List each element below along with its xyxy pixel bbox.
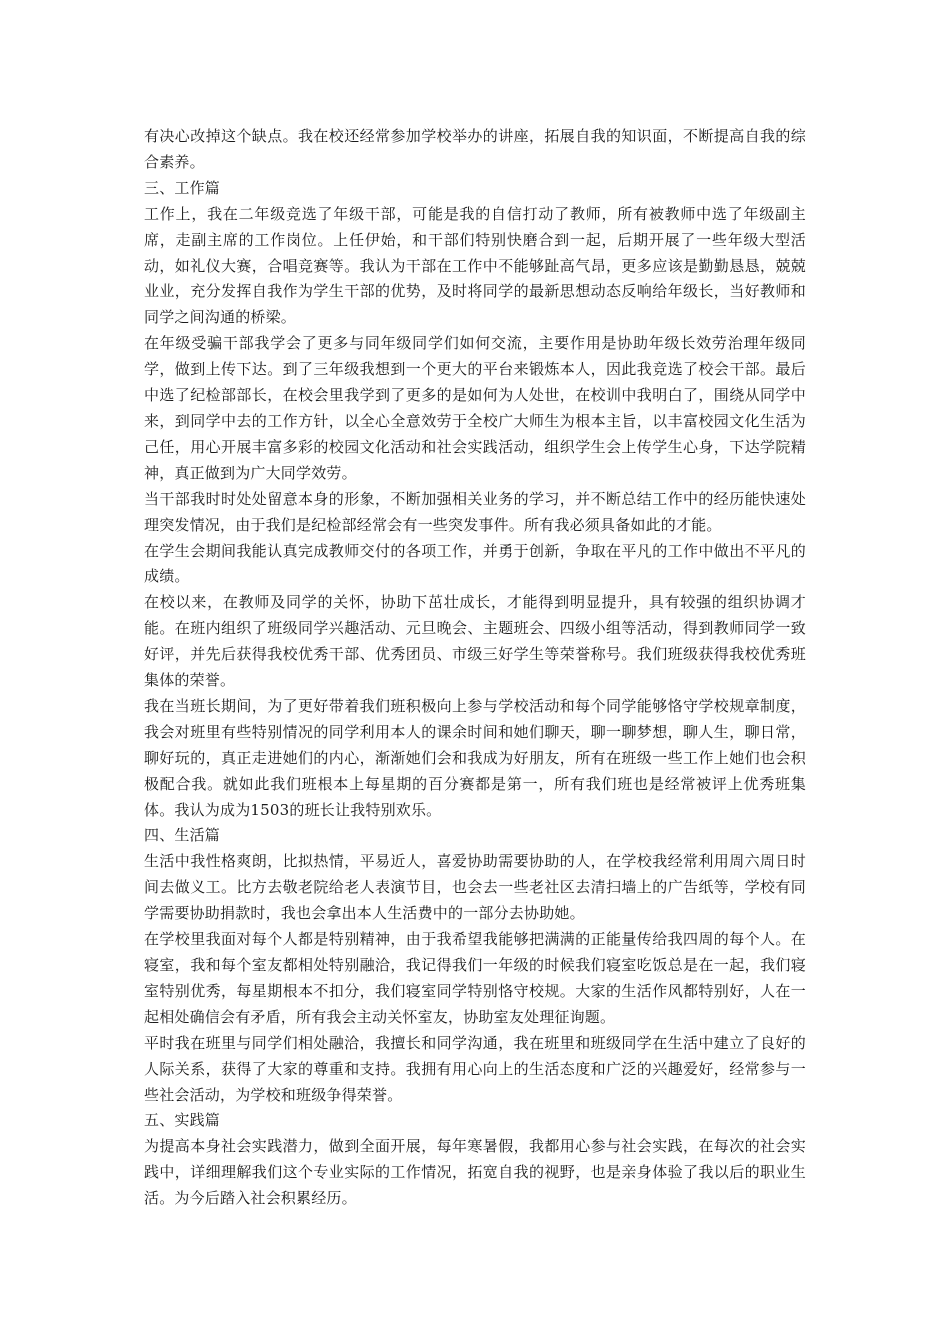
paragraph: 为提高本身社会实践潜力，做到全面开展，每年寒暑假，我都用心参与社会实践，在每次的社会实践中，详细理解我们这个专业实际的工作情况，拓宽自我的视野，也是亲身体验了我以后的职业生活。为今后踏入社会积累经历。 [144, 1137, 806, 1208]
paragraph: 在学校里我面对每个人都是特别精神，由于我希望我能够把满满的正能量传给我四周的每个人。在寝室，我和每个室友都相处特别融洽，我记得我们一年级的时候我们寝室吃饭总是在一起，我们寝室特别优秀，每星期根本不扣分，我们寝室同学特别恪守校规。大家的生活作风都特别好，人在一起相处确信会有矛盾，所有我会主动关怀室友，协助室友处理征询题。 [144, 930, 806, 1026]
paragraph: 在学生会期间我能认真完成教师交付的各项工作，并勇于创新，争取在平凡的工作中做出不平凡的成绩。 [144, 541, 806, 586]
paragraph: 当干部我时时处处留意本身的形象，不断加强相关业务的学习，并不断总结工作中的经历能快速处理突发情况，由于我们是纪检部经常会有一些突发事件。所有我必须具备如此的才能。 [144, 489, 806, 534]
paragraph: 工作上，我在二年级竞选了年级干部，可能是我的自信打动了教师，所有被教师中选了年级副主席，走副主席的工作岗位。上任伊始，和干部们特别快磨合到一起，后期开展了一些年级大型活动，如礼仪大赛，合唱竞赛等。我认为干部在工作中不能够趾高气昂，更多应该是勤勤恳恳，兢兢业业，充分发挥自我作为学生干部的优势，及时将同学的最新思想动态反响给年级长，当好教师和同学之间沟通的桥梁。 [144, 204, 806, 327]
document-body [144, 124, 806, 1212]
paragraph: 生活中我性格爽朗，比拟热情，平易近人，喜爱协助需要协助的人，在学校我经常利用周六周日时间去做义工。比方去敬老院给老人表演节目，也会去一些老社区去清扫墙上的广告纸等，学校有同学需要协助捐款时，我也会拿出本人生活费中的一部分去协助她。 [144, 852, 806, 923]
paragraph: 在校以来，在教师及同学的关怀，协助下茁壮成长，才能得到明显提升，具有较强的组织协调才能。在班内组织了班级同学兴趣活动、元旦晚会、主题班会、四级小组等活动，得到教师同学一致好评，并先后获得我校优秀干部、优秀团员、市级三好学生等荣誉称号。我们班级获得我校优秀班集体的荣誉。 [144, 593, 806, 690]
section-heading-practice: 五、实践篇 [144, 1111, 221, 1130]
section-heading-life: 四、生活篇 [144, 826, 221, 845]
section-heading-work: 三、工作篇 [144, 178, 221, 197]
paragraph: 在年级受骗干部我学会了更多与同年级同学们如何交流，主要作用是协助年级长效劳治理年级同学，做到上传下达。到了三年级我想到一个更大的平台来锻炼本人，因此我竞选了校会干部。最后中选了纪检部部长，在校会里我学到了更多的是如何为人处世，在校训中我明白了，围绕从同学中来，到同学中去的工作方针，以全心全意效劳于全校广大师生为根本主旨，以丰富校园文化生活为己任，用心开展丰富多彩的校园文化活动和社会实践活动，组织学生会上传学生心身，下达学院精神，真正做到为广大同学效劳。 [144, 334, 806, 482]
paragraph: 有决心改掉这个缺点。我在校还经常参加学校举办的讲座，拓展自我的知识面，不断提高自我的综合素养。 [144, 127, 806, 171]
paragraph: 我在当班长期间，为了更好带着我们班积极向上参与学校活动和每个同学能够恪守学校规章制度，我会对班里有些特别情况的同学利用本人的课余时间和她们聊天，聊一聊梦想，聊人生，聊日常，聊好玩的，真正走进她们的内心，渐渐她们会和我成为好朋友，所有在班级一些工作上她们也会积极配合我。就如此我们班根本上每星期的百分赛都是第一，所有我们班也是经常被评上优秀班集体。我认为成为1503的班长让我特别欢乐。 [144, 696, 806, 819]
paragraph: 平时我在班里与同学们相处融洽，我擅长和同学沟通，我在班里和班级同学在生活中建立了良好的人际关系，获得了大家的尊重和支持。我拥有用心向上的生活态度和广泛的兴趣爱好，经常参与一些社会活动，为学校和班级争得荣誉。 [144, 1033, 806, 1104]
